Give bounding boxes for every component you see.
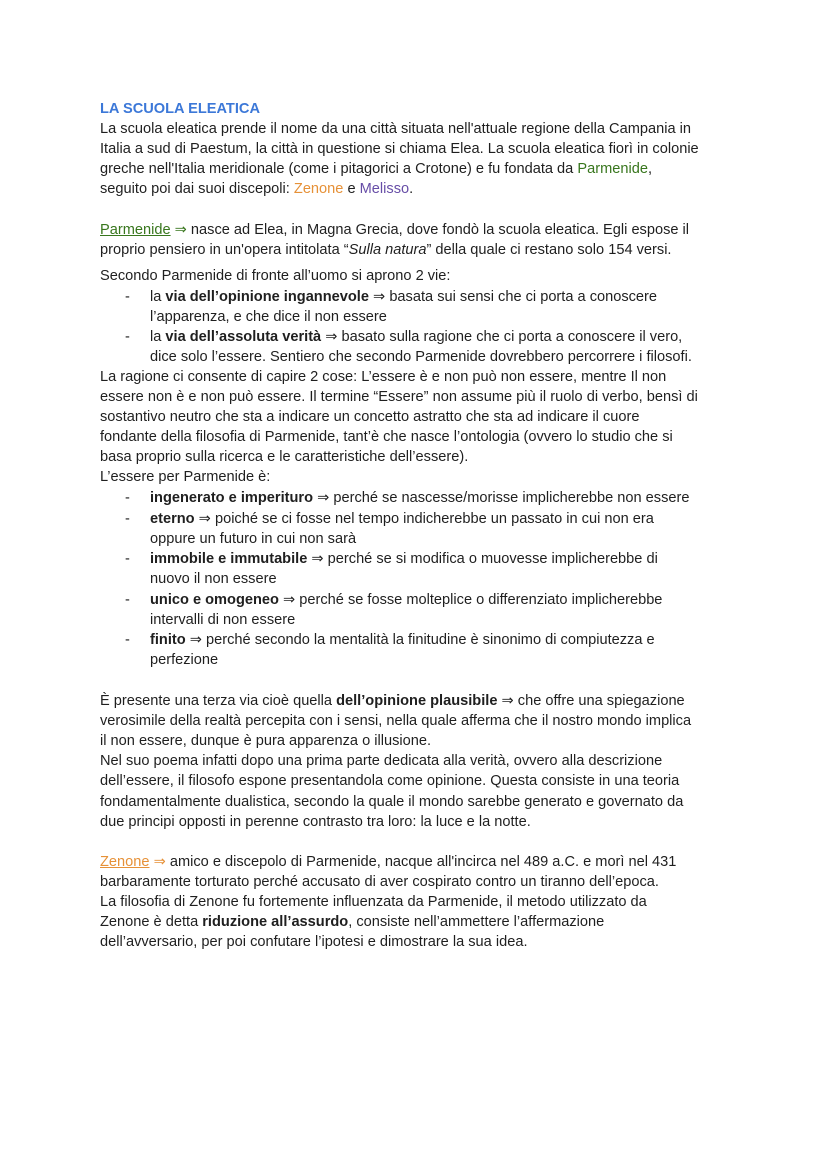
arrow-icon: ⇒: [373, 289, 386, 305]
zenone-line-5: dell’avversario, per poi confutare l’ipotesi e dimostrare la sua idea.: [100, 934, 528, 950]
intro-line-1: La scuola eleatica prende il nome da una città situata nell'attuale regione della Campania in: [100, 121, 691, 137]
ragione-line: fondante della filosofia di Parmenide, tant’è che nasce l’ontologia (ovvero lo studio che si: [100, 429, 673, 445]
zenone-text: Zenone è detta: [100, 914, 203, 930]
zenone-text: amico e discepolo di Parmenide, nacque all'incirca nel 489 a.C. e morì nel 431: [165, 854, 677, 870]
bullet-dash: -: [125, 511, 130, 527]
arrow-icon: ⇒: [501, 693, 514, 709]
terza-via-line-1: [100, 691, 685, 711]
zenone-line-3: La filosofia di Zenone fu fortemente influenzata da Parmenide, il metodo utilizzato da: [100, 894, 647, 910]
list-item-cont: dice solo l’essere. Sentiero che secondo Parmenide dovrebbero percorrere i filosofi.: [150, 349, 692, 365]
list-text: la: [150, 289, 166, 305]
ragione-line: La ragione ci consente di capire 2 cose: L’essere è e non può non essere, mentre Il non: [100, 369, 667, 385]
bullet-dash: -: [125, 490, 130, 506]
list-text: perché se si modifica o muovesse implicherebbe di: [323, 551, 658, 567]
terza-via-line-2: verosimile della realtà percepita con i sensi, nella quale afferma che il nostro mondo implica: [100, 713, 692, 729]
zenone-line-1: [100, 852, 676, 872]
terza-via-text: che offre una spiegazione: [513, 693, 685, 709]
terza-via-bold: dell’opinione plausibile: [336, 693, 498, 709]
list-bold: unico e omogeneo: [150, 592, 279, 608]
essere-intro: L’essere per Parmenide è:: [100, 469, 271, 485]
intro-punct: ,: [647, 161, 652, 177]
bullet-dash: -: [125, 632, 130, 648]
opera-title: Sulla natura: [348, 242, 427, 258]
list-text: perché se nascesse/morisse implicherebbe non essere: [329, 490, 690, 506]
list-item-cont: nuovo il non essere: [150, 571, 277, 587]
list-text: basato sulla ragione che ci porta a conoscere il vero,: [337, 329, 683, 345]
bullet-dash: -: [125, 551, 130, 567]
parmenide-text: proprio pensiero in un'opera intitolata “: [100, 242, 349, 258]
parmenide-line-1: [100, 220, 689, 240]
list-text: poiché se ci fosse nel tempo indicherebbe un passato in cui non era: [210, 511, 654, 527]
intro-punct: .: [409, 181, 414, 197]
arrow-icon: ⇒: [189, 632, 202, 648]
arrow-icon: ⇒: [311, 551, 324, 567]
list-bold: ingenerato e imperituro: [150, 490, 313, 506]
list-text: perché se fosse molteplice o differenziato implicherebbe: [295, 592, 663, 608]
parmenide-line-2: [100, 240, 672, 260]
zenone-heading-name: Zenone: [100, 854, 150, 870]
zenone-line-2: barbaramente torturato perché accusato di aver cospirato contro un tiranno dell’epoca.: [100, 874, 659, 890]
zenone-bold: riduzione all’assurdo: [202, 914, 349, 930]
parmenide-name: Parmenide: [577, 161, 648, 177]
list-text: perché secondo la mentalità la finitudine è sinonimo di compiutezza e: [201, 632, 655, 648]
zenone-line-4: [100, 912, 604, 932]
list-bold: immobile e immutabile: [150, 551, 308, 567]
arrow-icon: ⇒: [174, 222, 187, 238]
arrow-icon: ⇒: [282, 592, 296, 608]
arrow-icon: ⇒: [153, 854, 166, 870]
intro-line-4: [100, 179, 413, 199]
list-item-cont: l’apparenza, e che dice il non essere: [150, 309, 387, 325]
list-item-cont: perfezione: [150, 652, 219, 668]
melisso-name: Melisso: [359, 181, 410, 197]
intro-text: greche nell'Italia meridionale (come i pitagorici a Crotone) e fu fondata da: [100, 161, 578, 177]
list-bold: via dell’opinione ingannevole: [165, 289, 369, 305]
parmenide-text: ” della quale ci restano solo 154 versi.: [426, 242, 672, 258]
bullet-dash: -: [125, 289, 130, 305]
terza-via-line-5: dell’essere, il filosofo espone presentandola come opinione. Questa consiste in una teoria: [100, 773, 680, 789]
arrow-icon: ⇒: [198, 511, 211, 527]
terza-via-text: È presente una terza via cioè quella: [100, 693, 337, 709]
arrow-icon: ⇒: [317, 490, 330, 506]
terza-via-line-3: il non essere, dunque è pura apparenza o illusione.: [100, 733, 432, 749]
terza-via-line-6: fondamentalmente dualistica, secondo la quale il mondo sarebbe generato e governato da: [100, 794, 684, 810]
terza-via-line-7: due principi opposti in perenne contrasto tra loro: la luce e la notte.: [100, 814, 531, 830]
bullet-dash: -: [125, 592, 130, 608]
zenone-name: Zenone: [293, 181, 344, 197]
zenone-text: , consiste nell’ammettere l’affermazione: [348, 914, 605, 930]
parmenide-line-3: Secondo Parmenide di fronte all’uomo si aprono 2 vie:: [100, 268, 451, 284]
intro-text: e: [343, 181, 360, 197]
intro-line-3: [100, 159, 652, 179]
bullet-dash: -: [125, 329, 130, 345]
intro-text: seguito poi dai suoi discepoli:: [100, 181, 294, 197]
terza-via-line-4: Nel suo poema infatti dopo una prima parte dedicata alla verità, ovvero alla descrizione: [100, 753, 663, 769]
list-bold: eterno: [150, 511, 195, 527]
arrow-icon: ⇒: [325, 329, 338, 345]
ragione-line: basa proprio sulla ricerca e le caratteristiche dell’essere).: [100, 449, 469, 465]
parmenide-text: nasce ad Elea, in Magna Grecia, dove fondò la scuola eleatica. Egli espose il: [186, 222, 690, 238]
parmenide-heading-name: Parmenide: [100, 222, 171, 238]
list-text: la: [150, 329, 166, 345]
list-item-cont: oppure un futuro in cui non sarà: [150, 531, 357, 547]
list-item-cont: intervalli di non essere: [150, 612, 296, 628]
list-bold: finito: [150, 632, 186, 648]
page-title: LA SCUOLA ELEATICA: [100, 101, 260, 117]
list-text: basata sui sensi che ci porta a conoscere: [385, 289, 658, 305]
ragione-line: sostantivo neutro che sta a indicare un concetto astratto che sta ad indicare il cuore: [100, 409, 640, 425]
ragione-line: essere non è e non può essere. Il termine “Essere” non assume più il ruolo di verbo, bensì di: [100, 389, 698, 405]
list-bold: via dell’assoluta verità: [165, 329, 322, 345]
intro-line-2: Italia a sud di Paestum, la città in questione si chiama Elea. La scuola eleatica fiorì in colonie: [100, 141, 699, 157]
